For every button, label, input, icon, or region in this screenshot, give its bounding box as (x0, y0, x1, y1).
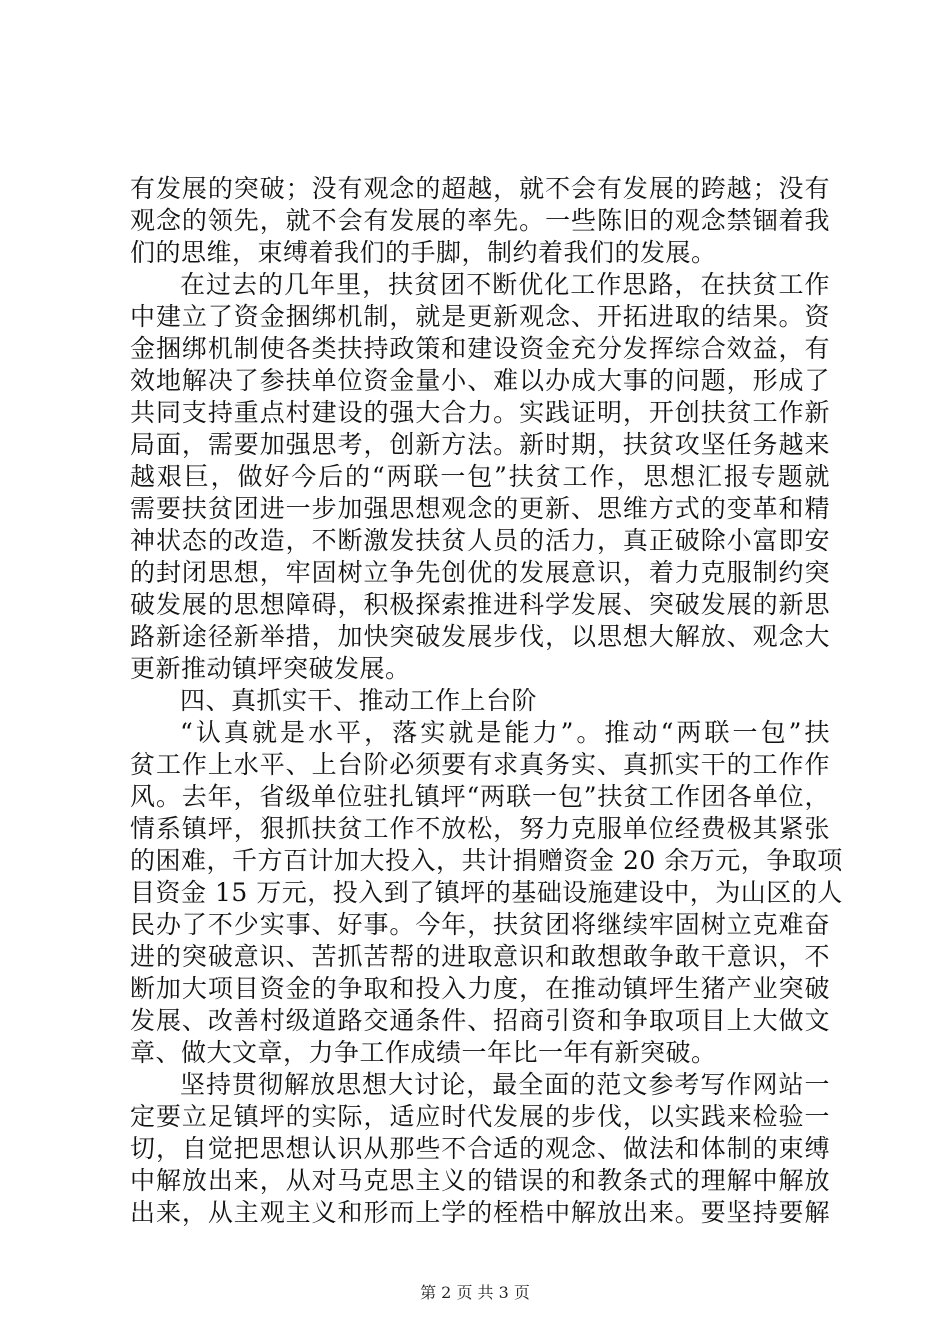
paragraph (130, 269, 830, 685)
text-line: 的困难，千方百计加大投入，共计捐赠资金 20 余万元，争取项 (130, 846, 843, 875)
text-line: 四、真抓实干、推动工作上台阶 (180, 686, 538, 715)
text-line: 金捆绑机制使各类扶持政策和建设资金充分发挥综合效益，有 (130, 334, 830, 363)
page-number-footer: 第 2 页 共 3 页 (420, 1283, 530, 1302)
text-line: 发展、改善村级道路交通条件、招商引资和争取项目上大做文 (130, 1006, 830, 1035)
paragraph (130, 1069, 830, 1229)
text-line: 切，自觉把思想认识从那些不合适的观念、做法和体制的束缚 (130, 1134, 830, 1163)
text-line: 贫工作上水平、上台阶必须要有求真务实、真抓实干的工作作 (130, 750, 830, 779)
text-line: 断加大项目资金的争取和投入力度，在推动镇坪生猪产业突破 (130, 974, 830, 1003)
text-line: 越艰巨，做好今后的“两联一包”扶贫工作，思想汇报专题就 (130, 462, 830, 491)
text-line: 们的思维，束缚着我们的手脚，制约着我们的发展。 (130, 238, 717, 267)
text-line: 路新途径新举措，加快突破发展步伐，以思想大解放、观念大 (130, 622, 830, 651)
text-line: “认真就是水平，落实就是能力”。推动“两联一包”扶 (180, 718, 830, 747)
text-line: 局面，需要加强思考，创新方法。新时期，扶贫攻坚任务越来 (130, 430, 830, 459)
text-line: 效地解决了参扶单位资金量小、难以办成大事的问题，形成了 (130, 366, 830, 395)
text-line: 中建立了资金捆绑机制，就是更新观念、开拓进取的结果。资 (130, 302, 830, 331)
text-line: 情系镇坪，狠抓扶贫工作不放松，努力克服单位经费极其紧张 (130, 814, 830, 843)
text-line: 出来，从主观主义和形而上学的桎梏中解放出来。要坚持要解 (130, 1198, 830, 1227)
text-line: 神状态的改造，不断激发扶贫人员的活力，真正破除小富即安 (130, 526, 830, 555)
paragraph (130, 717, 843, 1069)
section-heading (130, 685, 830, 717)
text-line: 定要立足镇坪的实际，适应时代发展的步伐，以实践来检验一 (130, 1102, 830, 1131)
text-line: 风。去年，省级单位驻扎镇坪“两联一包”扶贫工作团各单位， (130, 782, 830, 811)
text-line: 民办了不少实事、好事。今年，扶贫团将继续牢固树立克难奋 (130, 910, 830, 939)
text-line: 进的突破意识、苦抓苦帮的进取意识和敢想敢争敢干意识，不 (130, 942, 830, 971)
text-line: 章、做大文章，力争工作成绩一年比一年有新突破。 (130, 1038, 717, 1067)
text-line: 更新推动镇坪突破发展。 (130, 654, 411, 683)
text-line: 的封闭思想，牢固树立争先创优的发展意识，着力克服制约突 (130, 558, 830, 587)
text-line: 需要扶贫团进一步加强思想观念的更新、思维方式的变革和精 (130, 494, 830, 523)
paragraph (130, 173, 830, 269)
text-line: 共同支持重点村建设的强大合力。实践证明，开创扶贫工作新 (130, 398, 830, 427)
text-line: 破发展的思想障碍，积极探索推进科学发展、突破发展的新思 (130, 590, 830, 619)
text-line: 有发展的突破；没有观念的超越，就不会有发展的跨越；没有 (130, 174, 830, 203)
text-line: 中解放出来，从对马克思主义的错误的和教条式的理解中解放 (130, 1166, 830, 1195)
document-body (130, 173, 843, 1229)
text-line: 坚持贯彻解放思想大讨论，最全面的范文参考写作网站一 (180, 1070, 830, 1099)
text-line: 观念的领先，就不会有发展的率先。一些陈旧的观念禁锢着我 (130, 206, 830, 235)
text-line: 在过去的几年里，扶贫团不断优化工作思路，在扶贫工作 (180, 270, 830, 299)
text-line: 目资金 15 万元，投入到了镇坪的基础设施建设中，为山区的人 (130, 878, 843, 907)
